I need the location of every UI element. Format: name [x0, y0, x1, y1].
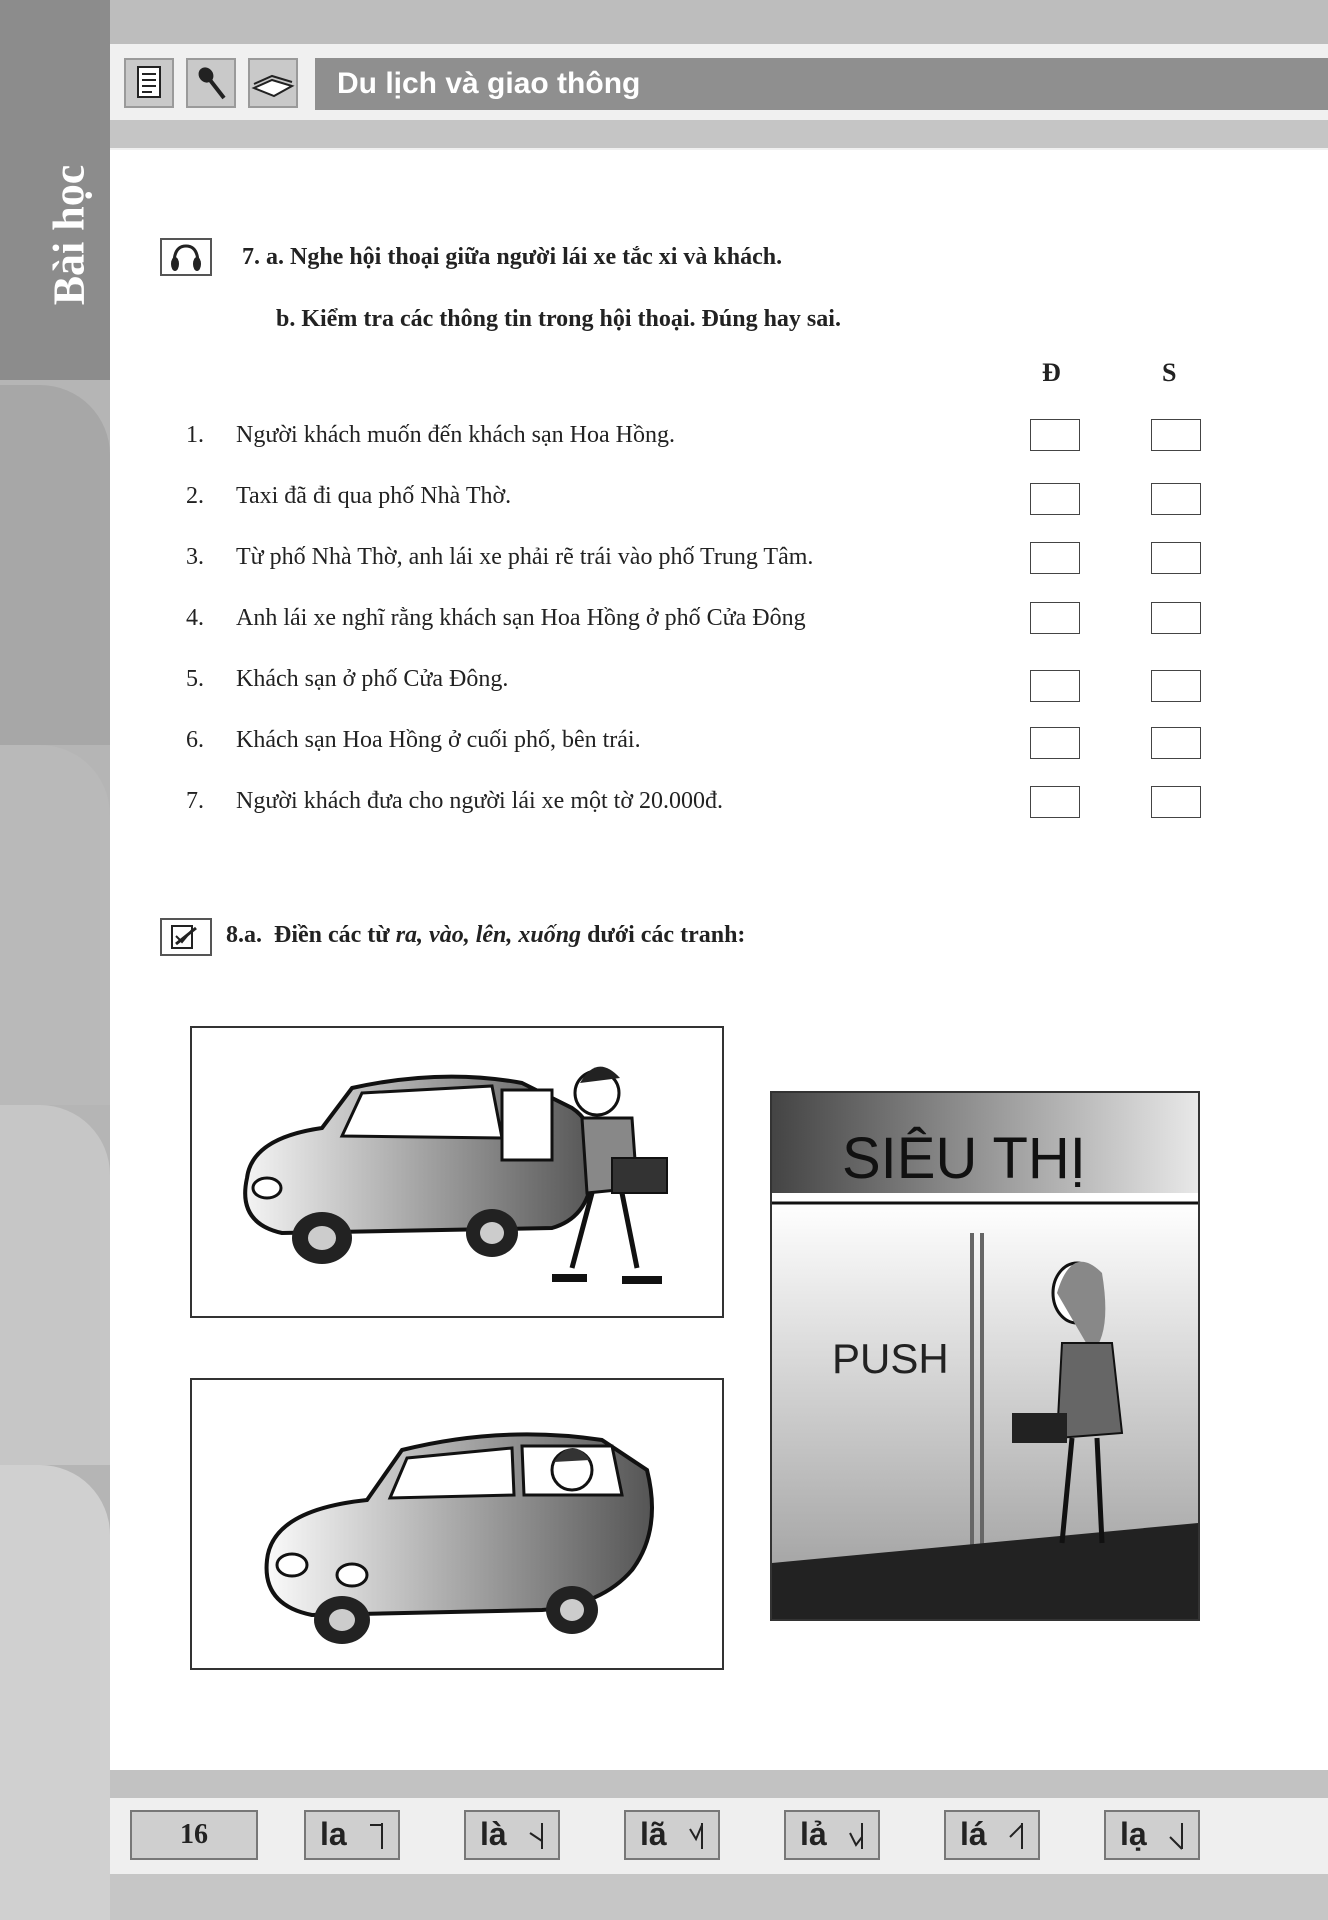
item-7-true-checkbox[interactable]	[1030, 786, 1080, 818]
item-5-false-checkbox[interactable]	[1151, 670, 1201, 702]
tone-syllable: la	[320, 1816, 347, 1852]
item-6-false-checkbox[interactable]	[1151, 727, 1201, 759]
tone-mark-falling-icon	[526, 1821, 548, 1851]
sidebar-tab-2	[0, 385, 110, 745]
tone-card-huyen	[464, 1810, 560, 1860]
item-text: Người khách đưa cho người lái xe một tờ 20.000đ.	[236, 788, 724, 814]
item-6-true-checkbox[interactable]	[1030, 727, 1080, 759]
item-4-true-checkbox[interactable]	[1030, 602, 1080, 634]
tone-mark-heavy-icon	[1166, 1821, 1188, 1851]
tone-syllable: lạ	[1120, 1816, 1147, 1852]
door-push-label: PUSH	[832, 1335, 949, 1382]
tone-card-sac	[944, 1810, 1040, 1860]
item-4-false-checkbox[interactable]	[1151, 602, 1201, 634]
book-icon	[248, 58, 298, 108]
item-7-false-checkbox[interactable]	[1151, 786, 1201, 818]
item-number: 6.	[186, 727, 204, 753]
tone-mark-dipping-icon	[846, 1821, 868, 1851]
column-true-header: Đ	[1042, 358, 1061, 387]
page-number: 16	[130, 1810, 258, 1860]
item-number: 1.	[186, 422, 204, 448]
exercise-7a-heading: 7. a. Nghe hội thoại giữa người lái xe tắc xi và khách.	[242, 244, 783, 270]
item-number: 5.	[186, 666, 204, 692]
document-icon	[124, 58, 174, 108]
tone-mark-rising-icon	[1006, 1821, 1028, 1851]
tone-card-ngang	[304, 1810, 400, 1860]
page-title: Du lịch và giao thông	[337, 67, 641, 100]
item-text: Anh lái xe nghĩ rằng khách sạn Hoa Hồng ở phố Cửa Đông	[236, 605, 806, 631]
tone-mark-broken-icon	[686, 1821, 708, 1851]
sidebar-tab-4	[0, 1105, 110, 1465]
item-5-true-checkbox[interactable]	[1030, 670, 1080, 702]
item-text: Khách sạn ở phố Cửa Đông.	[236, 666, 509, 692]
tone-syllable: là	[480, 1816, 507, 1852]
item-number: 4.	[186, 605, 204, 631]
tone-syllable: lá	[960, 1816, 987, 1852]
picture-man-driving-car	[190, 1378, 724, 1670]
microphone-icon	[186, 58, 236, 108]
tone-card-nang	[1104, 1810, 1200, 1860]
item-number: 2.	[186, 483, 204, 509]
item-number: 7.	[186, 788, 204, 814]
column-false-header: S	[1162, 358, 1177, 387]
headphones-icon	[160, 238, 212, 276]
picture-supermarket-door	[770, 1091, 1200, 1621]
sidebar	[0, 0, 110, 1920]
exercise-8a-words: ra, vào, lên, xuống	[395, 922, 582, 948]
page-title-bar	[315, 58, 1328, 110]
exercise-8a-suffix: dưới các tranh:	[587, 922, 746, 948]
tone-mark-level-icon	[366, 1821, 388, 1851]
item-number: 3.	[186, 544, 204, 570]
item-1-false-checkbox[interactable]	[1151, 419, 1201, 451]
picture-man-getting-into-car	[190, 1026, 724, 1318]
sidebar-tab-3	[0, 745, 110, 1105]
tone-card-nga	[624, 1810, 720, 1860]
exercise-8a-prefix: Điền các từ	[274, 922, 390, 948]
item-3-true-checkbox[interactable]	[1030, 542, 1080, 574]
item-text: Taxi đã đi qua phố Nhà Thờ.	[236, 483, 512, 509]
item-text: Từ phố Nhà Thờ, anh lái xe phải rẽ trái vào phố Trung Tâm.	[236, 544, 814, 570]
tone-syllable: lã	[640, 1816, 667, 1852]
item-2-true-checkbox[interactable]	[1030, 483, 1080, 515]
exercise-8a-number: 8.a.	[226, 922, 262, 948]
exercise-8a-heading	[226, 922, 745, 949]
tone-syllable: lả	[800, 1816, 827, 1852]
tone-card-hoi	[784, 1810, 880, 1860]
item-text: Người khách muốn đến khách sạn Hoa Hồng.	[236, 422, 675, 448]
supermarket-sign: SIÊU THỊ	[842, 1126, 1086, 1191]
item-2-false-checkbox[interactable]	[1151, 483, 1201, 515]
sidebar-tab-5	[0, 1465, 110, 1920]
item-1-true-checkbox[interactable]	[1030, 419, 1080, 451]
exercise-7b-heading: b. Kiểm tra các thông tin trong hội thoại. Đúng hay sai.	[276, 306, 841, 332]
item-text: Khách sạn Hoa Hồng ở cuối phố, bên trái.	[236, 727, 641, 753]
sidebar-title: Bài học	[44, 164, 94, 306]
item-3-false-checkbox[interactable]	[1151, 542, 1201, 574]
pencil-paper-icon	[160, 918, 212, 956]
